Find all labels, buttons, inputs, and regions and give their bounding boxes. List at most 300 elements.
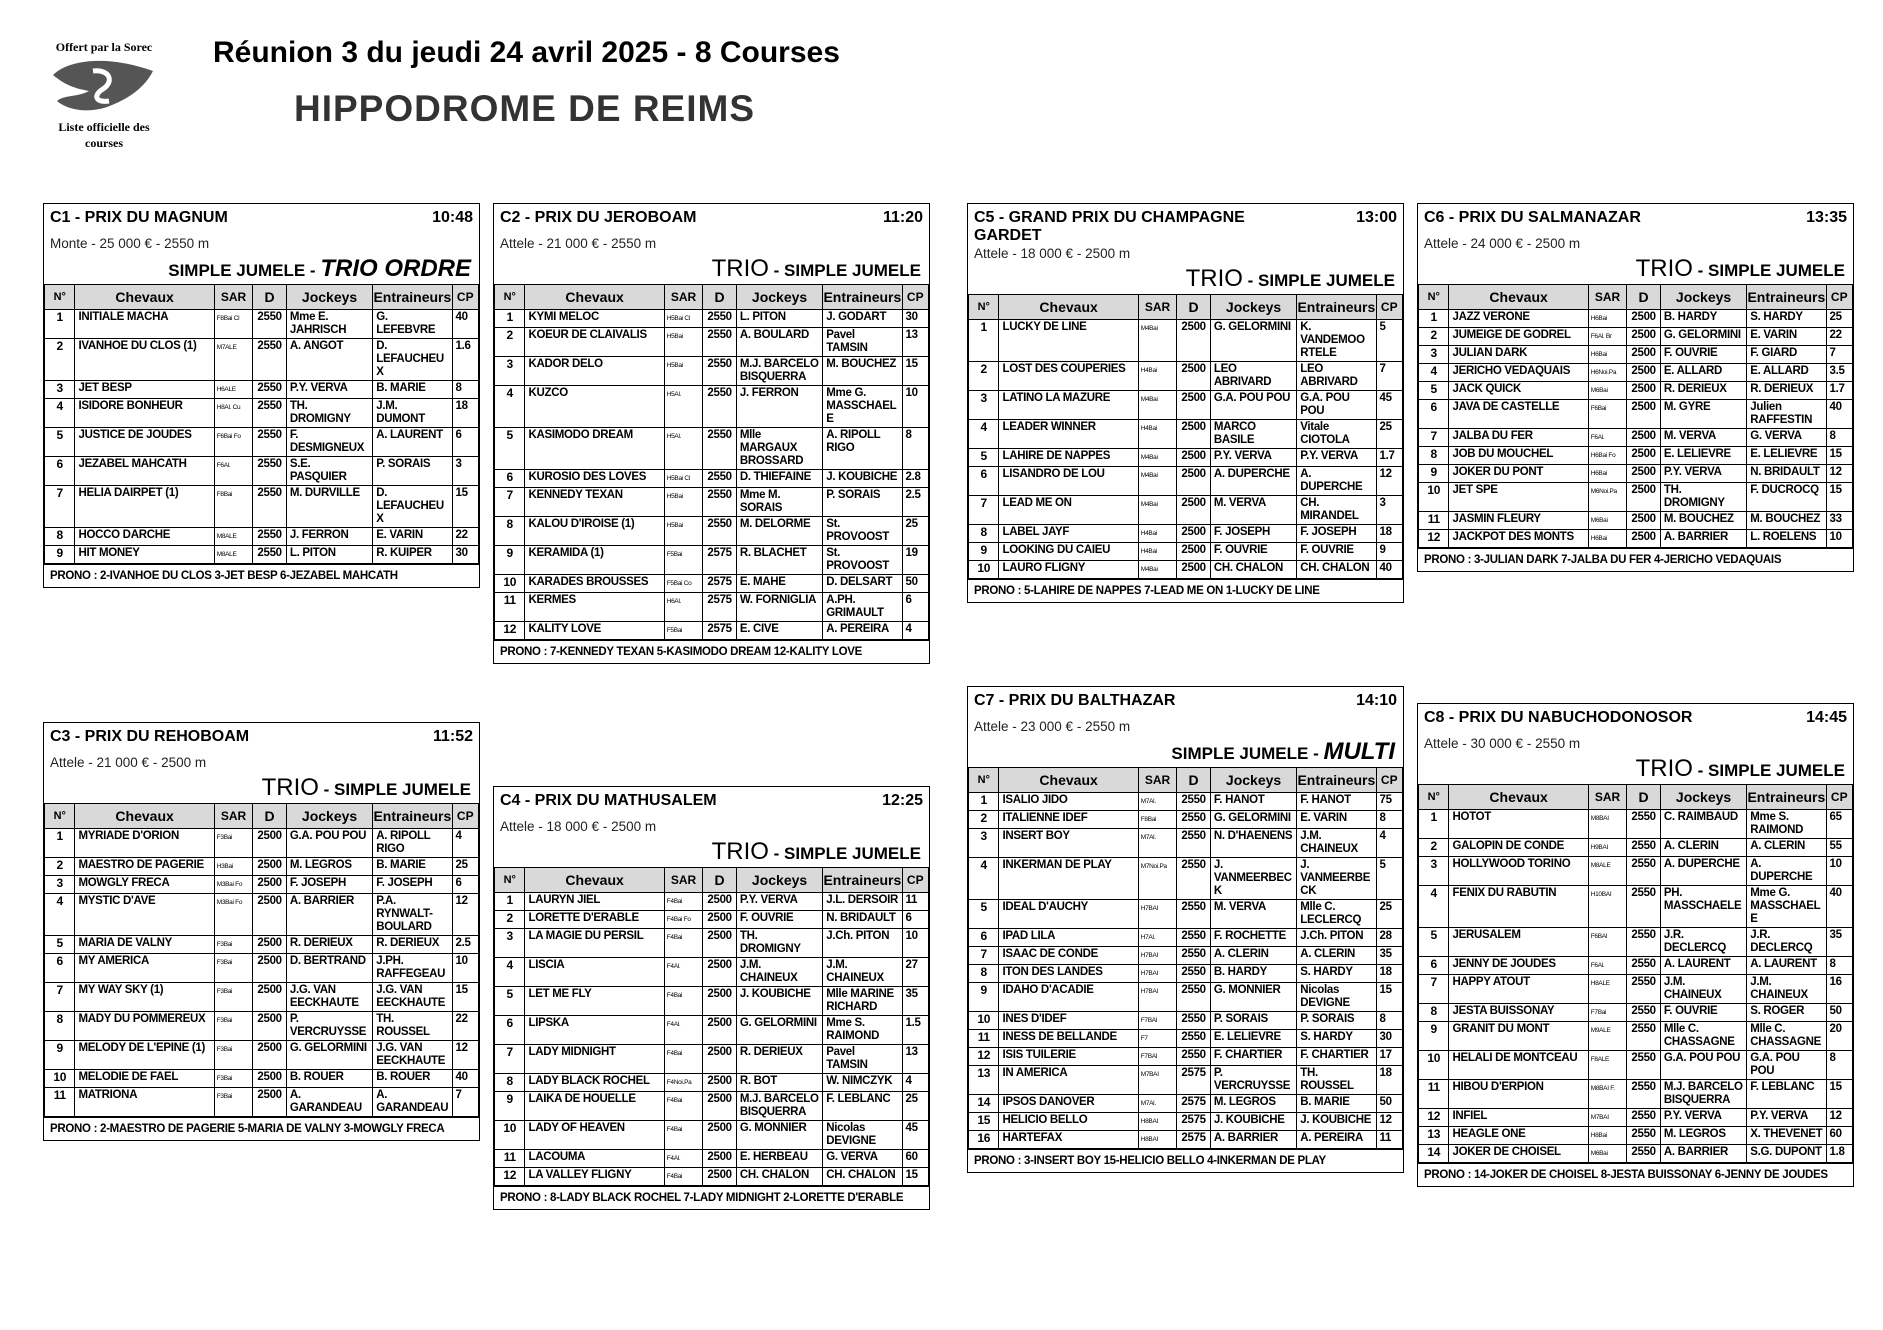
runner-row	[1419, 1145, 1853, 1163]
runner-horse: LEADER WINNER	[999, 420, 1138, 449]
runner-cp: 11	[1376, 1131, 1402, 1149]
runner-horse: JASMIN FLEURY	[1449, 512, 1588, 530]
runner-jockey: J. KOUBICHE	[1210, 1113, 1296, 1131]
runner-jockey: G. GELORMINI	[1210, 320, 1296, 362]
runner-row	[1419, 328, 1853, 346]
runner-dist: 2500	[253, 983, 287, 1012]
runner-horse: LAURO FLIGNY	[999, 561, 1138, 579]
runner-jockey: CH. CHALON	[1210, 561, 1296, 579]
runner-sar: M6Noi.Pa	[1588, 483, 1627, 512]
runner-jockey: P.Y. VERVA	[286, 381, 372, 399]
runner-dist: 2550	[1627, 957, 1661, 975]
runner-cp: 9	[1376, 543, 1402, 561]
runner-sar: F3Bai	[214, 1012, 253, 1041]
runner-cp: 1.7	[1826, 382, 1852, 400]
race-header	[1418, 704, 1853, 734]
runner-dist: 2500	[253, 936, 287, 954]
runner-horse: KENNEDY TEXAN	[525, 488, 664, 517]
runner-row	[495, 546, 929, 575]
runner-jockey: G. GELORMINI	[736, 1016, 822, 1045]
runner-num: 1	[45, 829, 75, 858]
runner-horse: MAESTRO DE PAGERIE	[75, 858, 214, 876]
runner-sar: H8Al. Cu	[214, 399, 253, 428]
runner-horse: KALITY LOVE	[525, 622, 664, 640]
runner-horse: KALOU D'IROISE (1)	[525, 517, 664, 546]
col-dist-header: D	[253, 804, 287, 829]
runner-num: 1	[495, 310, 525, 328]
runner-horse: KYMI MELOC	[525, 310, 664, 328]
runner-dist: 2500	[253, 1088, 287, 1117]
runner-jockey: TH. DROMIGNY	[1660, 483, 1746, 512]
runner-horse: ISIDORE BONHEUR	[75, 399, 214, 428]
runner-jockey: L. PITON	[286, 546, 372, 564]
runner-num: 12	[495, 1168, 525, 1186]
race-header	[968, 204, 1403, 244]
runner-horse: LOOKING DU CAIEU	[999, 543, 1138, 561]
runner-trainer: CH. CHALON	[823, 1168, 902, 1186]
runner-dist: 2550	[253, 399, 287, 428]
runner-cp: 2.5	[452, 936, 478, 954]
bet-type-a: TRIO	[1185, 265, 1243, 292]
col-trainer-header: Entraineurs	[1297, 768, 1376, 793]
table-header-row	[969, 295, 1403, 320]
runner-cp: 8	[1826, 429, 1852, 447]
runner-row	[1419, 465, 1853, 483]
runner-num: 3	[45, 381, 75, 399]
runner-row	[45, 829, 479, 858]
runner-cp: 25	[452, 858, 478, 876]
race-bet-types	[1418, 254, 1853, 284]
runner-dist: 2550	[1627, 1145, 1661, 1163]
runner-cp: 22	[1826, 328, 1852, 346]
runner-sar: M8ALE	[1588, 857, 1627, 886]
runner-num: 11	[45, 1088, 75, 1117]
runner-horse: JUMEIGE DE GODREL	[1449, 328, 1588, 346]
runner-row	[1419, 1022, 1853, 1051]
runner-jockey: G.A. POU POU	[286, 829, 372, 858]
runner-sar: H7BAI	[1138, 900, 1177, 929]
runner-cp: 10	[452, 954, 478, 983]
runner-trainer: P.Y. VERVA	[1747, 1109, 1826, 1127]
runner-row	[969, 543, 1403, 561]
col-horse-header: Chevaux	[525, 868, 664, 893]
runner-num: 9	[1419, 465, 1449, 483]
runner-num: 8	[969, 525, 999, 543]
runner-sar: H5Bai	[664, 488, 703, 517]
runner-row	[45, 528, 479, 546]
col-horse-header: Chevaux	[525, 285, 664, 310]
runner-horse: JACK QUICK	[1449, 382, 1588, 400]
runner-num: 3	[1419, 857, 1449, 886]
runner-horse: MOWGLY FRECA	[75, 876, 214, 894]
runner-horse: GALOPIN DE CONDE	[1449, 839, 1588, 857]
runner-sar: H5Bai Cl	[664, 310, 703, 328]
runner-cp: 40	[452, 310, 478, 339]
runner-num: 12	[1419, 530, 1449, 548]
runner-sar: F6Al.	[214, 457, 253, 486]
runner-row	[1419, 483, 1853, 512]
runner-dist: 2500	[1627, 465, 1661, 483]
col-dist-header: D	[703, 285, 737, 310]
runner-sar: H10BAI	[1588, 886, 1627, 928]
runner-dist: 2500	[253, 1012, 287, 1041]
runner-jockey: E. ALLARD	[1660, 364, 1746, 382]
runner-jockey: M. GYRE	[1660, 400, 1746, 429]
runner-horse: JULIAN DARK	[1449, 346, 1588, 364]
runner-trainer: F. OUVRIE	[1297, 543, 1376, 561]
runner-jockey: J. KOUBICHE	[736, 987, 822, 1016]
runner-jockey: W. FORNIGLIA	[736, 593, 822, 622]
runner-dist: 2550	[253, 339, 287, 381]
runner-row	[969, 1030, 1403, 1048]
bet-type-b: MULTI	[1323, 738, 1395, 765]
runner-dist: 2550	[1177, 1048, 1211, 1066]
bet-type-a: SIMPLE JUMELE -	[1171, 744, 1324, 763]
runner-jockey: R. BLACHET	[736, 546, 822, 575]
runner-trainer: St. PROVOOST	[823, 546, 902, 575]
runner-sar: F3Bai	[214, 936, 253, 954]
race-time: 10:48	[432, 209, 473, 226]
runner-jockey: P.Y. VERVA	[1660, 1109, 1746, 1127]
race-conditions: Monte - 25 000 € - 2550 m	[50, 236, 210, 251]
runner-cp: 7	[1376, 362, 1402, 391]
runner-jockey: A. BARRIER	[1660, 530, 1746, 548]
runner-sar: H5Al.	[664, 428, 703, 470]
runner-horse: MY AMERICA	[75, 954, 214, 983]
runner-dist: 2550	[703, 428, 737, 470]
runner-cp: 1.7	[1376, 449, 1402, 467]
runner-row	[45, 546, 479, 564]
runner-row	[45, 310, 479, 339]
runner-num: 5	[1419, 928, 1449, 957]
race-time: 13:35	[1806, 209, 1847, 226]
runner-trainer: E. ALLARD	[1747, 364, 1826, 382]
runner-jockey: F. JOSEPH	[1210, 525, 1296, 543]
runner-num: 2	[1419, 839, 1449, 857]
col-sar-header: SAR	[664, 868, 703, 893]
runner-dist: 2550	[253, 457, 287, 486]
runner-dist: 2500	[1177, 320, 1211, 362]
runner-row	[495, 893, 929, 911]
runner-horse: LACOUMA	[525, 1150, 664, 1168]
race-bet-types	[1418, 754, 1853, 784]
runner-trainer: F. HANOT	[1297, 793, 1376, 811]
runner-horse: INESS DE BELLANDE	[999, 1030, 1138, 1048]
runner-num: 6	[45, 457, 75, 486]
race-prono: PRONO : 2-MAESTRO DE PAGERIE 5-MARIA DE VALNY 3-MOWGLY FRECA	[44, 1117, 479, 1140]
runner-num: 16	[969, 1131, 999, 1149]
runner-cp: 12	[1826, 465, 1852, 483]
runner-trainer: J.G. VAN EECKHAUTE	[373, 1041, 452, 1070]
runner-sar: M6Bai	[1588, 382, 1627, 400]
runner-sar: M7Al.	[1138, 1095, 1177, 1113]
runner-row	[45, 876, 479, 894]
runner-row	[969, 420, 1403, 449]
runner-dist: 2500	[703, 1016, 737, 1045]
runner-row	[45, 983, 479, 1012]
runner-trainer: D. LEFAUCHEUX	[373, 339, 452, 381]
runner-num: 7	[495, 1045, 525, 1074]
runner-cp: 4	[1376, 829, 1402, 858]
runner-num: 6	[495, 1016, 525, 1045]
runner-num: 4	[969, 858, 999, 900]
runner-jockey: E. CIVE	[736, 622, 822, 640]
col-sar-header: SAR	[664, 285, 703, 310]
runner-horse: HIBOU D'ERPION	[1449, 1080, 1588, 1109]
runner-sar: H7BAI	[1138, 947, 1177, 965]
runner-sar: H3Bai	[214, 858, 253, 876]
runner-cp: 27	[902, 958, 928, 987]
runner-trainer: M. BOUCHEZ	[1747, 512, 1826, 530]
runner-cp: 13	[902, 1045, 928, 1074]
runner-dist: 2550	[253, 381, 287, 399]
runner-trainer: A. DUPERCHE	[1747, 857, 1826, 886]
runner-row	[495, 593, 929, 622]
runner-num: 2	[969, 811, 999, 829]
race-conditions: Attele - 18 000 € - 2500 m	[974, 246, 1131, 261]
runner-sar: M3Bai Fo	[214, 876, 253, 894]
runner-cp: 1.6	[452, 339, 478, 381]
runner-dist: 2500	[703, 911, 737, 929]
runner-sar: M6Bai	[1588, 1145, 1627, 1163]
runner-num: 1	[969, 320, 999, 362]
runner-jockey: R. DERIEUX	[286, 936, 372, 954]
bet-type-b: - SIMPLE JUMELE	[1692, 761, 1845, 780]
runner-row	[969, 1131, 1403, 1149]
runner-jockey: D. BERTRAND	[286, 954, 372, 983]
runner-num: 4	[969, 420, 999, 449]
runner-sar: M8BAI	[1588, 810, 1627, 839]
runner-dist: 2550	[1627, 928, 1661, 957]
runner-num: 6	[969, 467, 999, 496]
runner-jockey: E. MAHE	[736, 575, 822, 593]
runner-horse: LA VALLEY FLIGNY	[525, 1168, 664, 1186]
runner-trainer: R. DERIEUX	[1747, 382, 1826, 400]
runner-trainer: J.PH. RAFFEGEAU	[373, 954, 452, 983]
runner-sar: F6Bai	[1588, 400, 1627, 429]
runner-horse: LUCKY DE LINE	[999, 320, 1138, 362]
runner-dist: 2500	[253, 954, 287, 983]
runner-row	[45, 1012, 479, 1041]
runner-jockey: J.R. DECLERCQ	[1660, 928, 1746, 957]
runner-num: 6	[1419, 957, 1449, 975]
runner-jockey: A. BARRIER	[1660, 1145, 1746, 1163]
runner-horse: IPAD LILA	[999, 929, 1138, 947]
runner-num: 8	[45, 528, 75, 546]
runner-horse: MARIA DE VALNY	[75, 936, 214, 954]
runner-num: 7	[969, 496, 999, 525]
runner-sar: H6Bai Fo	[1588, 447, 1627, 465]
col-jockey-header: Jockeys	[1660, 285, 1746, 310]
runner-horse: LAIKA DE HOUELLE	[525, 1092, 664, 1121]
runner-cp: 8	[1376, 811, 1402, 829]
runner-row	[969, 947, 1403, 965]
runner-trainer: E. VARIN	[373, 528, 452, 546]
runner-dist: 2500	[253, 1070, 287, 1088]
runner-num: 7	[45, 983, 75, 1012]
runner-dist: 2500	[1627, 447, 1661, 465]
runner-horse: JOKER DU PONT	[1449, 465, 1588, 483]
runner-cp: 12	[1826, 1109, 1852, 1127]
runner-jockey: P.Y. VERVA	[736, 893, 822, 911]
col-dist-header: D	[1627, 785, 1661, 810]
runner-sar: F6Al.	[1588, 429, 1627, 447]
runner-sar: M8ALE	[214, 528, 253, 546]
runner-sar: M7ALE	[214, 339, 253, 381]
col-jockey-header: Jockeys	[1660, 785, 1746, 810]
runner-sar: M6Bai	[1588, 512, 1627, 530]
runner-row	[969, 929, 1403, 947]
runner-cp: 10	[902, 386, 928, 428]
runner-trainer: R. KUIPER	[373, 546, 452, 564]
runner-jockey: F. DESMIGNEUX	[286, 428, 372, 457]
runner-row	[969, 1048, 1403, 1066]
runners-table	[968, 294, 1403, 579]
col-trainer-header: Entraineurs	[373, 804, 452, 829]
runner-horse: MY WAY SKY (1)	[75, 983, 214, 1012]
runner-sar: H4Bai	[1138, 420, 1177, 449]
runner-num: 7	[495, 488, 525, 517]
runner-num: 6	[969, 929, 999, 947]
runner-trainer: J.L. DERSOIR	[823, 893, 902, 911]
runner-dist: 2550	[703, 517, 737, 546]
runner-num: 3	[969, 829, 999, 858]
runner-row	[495, 328, 929, 357]
runner-sar: H6Bai	[1588, 346, 1627, 364]
runner-row	[1419, 928, 1853, 957]
runner-trainer: W. NIMCZYK	[823, 1074, 902, 1092]
col-num-header: N°	[45, 804, 75, 829]
runner-trainer: TH. ROUSSEL	[1297, 1066, 1376, 1095]
runner-num: 8	[45, 1012, 75, 1041]
runner-jockey: A. GARANDEAU	[286, 1088, 372, 1117]
race-name: C3 - PRIX DU REHOBOAM	[50, 728, 250, 745]
runner-dist: 2500	[1177, 561, 1211, 579]
runner-cp: 35	[902, 987, 928, 1016]
col-trainer-header: Entraineurs	[1297, 295, 1376, 320]
table-header-row	[1419, 785, 1853, 810]
runner-sar: M8BAI F.	[1588, 1080, 1627, 1109]
runner-num: 9	[45, 546, 75, 564]
runner-jockey: E. LELIEVRE	[1660, 447, 1746, 465]
runner-jockey: M. LEGROS	[1660, 1127, 1746, 1145]
runner-num: 8	[1419, 447, 1449, 465]
runner-row	[1419, 512, 1853, 530]
race-conditions: Attele - 24 000 € - 2500 m	[1424, 236, 1581, 251]
runner-dist: 2550	[1627, 839, 1661, 857]
runner-horse: IVANHOE DU CLOS (1)	[75, 339, 214, 381]
runner-trainer: J.M. CHAINEUX	[823, 958, 902, 987]
runner-num: 5	[45, 428, 75, 457]
runner-sar: F4Bai	[664, 987, 703, 1016]
runner-horse: KADOR DELO	[525, 357, 664, 386]
runner-num: 7	[969, 947, 999, 965]
race-prono: PRONO : 14-JOKER DE CHOISEL 8-JESTA BUISSONAY 6-JENNY DE JOUDES	[1418, 1163, 1853, 1186]
runner-horse: HARTEFAX	[999, 1131, 1138, 1149]
race-conditions: Attele - 18 000 € - 2500 m	[500, 819, 657, 834]
runner-cp: 33	[1826, 512, 1852, 530]
runner-sar: F4Al.	[664, 1016, 703, 1045]
runner-row	[495, 386, 929, 428]
runner-horse: IN AMERICA	[999, 1066, 1138, 1095]
runner-trainer: Julien RAFFESTIN	[1747, 400, 1826, 429]
runner-cp: 5	[1376, 858, 1402, 900]
runner-dist: 2500	[1627, 400, 1661, 429]
runner-cp: 8	[1376, 1012, 1402, 1030]
runner-sar: M7BAI	[1588, 1109, 1627, 1127]
runner-num: 1	[45, 310, 75, 339]
runner-jockey: M. VERVA	[1210, 496, 1296, 525]
runner-jockey: A. CLERIN	[1660, 839, 1746, 857]
runner-horse: ITON DES LANDES	[999, 965, 1138, 983]
runner-sar: F4Noi.Pa	[664, 1074, 703, 1092]
runner-cp: 1.5	[902, 1016, 928, 1045]
runner-num: 13	[969, 1066, 999, 1095]
runner-cp: 8	[1826, 1051, 1852, 1080]
venue-title: HIPPODROME DE REIMS	[294, 88, 755, 129]
runner-cp: 15	[452, 983, 478, 1012]
runner-sar: F4Bai	[664, 1168, 703, 1186]
runner-dist: 2500	[703, 893, 737, 911]
runner-row	[969, 983, 1403, 1012]
runner-dist: 2550	[703, 357, 737, 386]
runner-jockey: P. VERCRUYSSE	[286, 1012, 372, 1041]
runner-trainer: A.PH. GRIMAULT	[823, 593, 902, 622]
runner-cp: 8	[452, 381, 478, 399]
runner-trainer: J.M. CHAINEUX	[1747, 975, 1826, 1004]
col-cp-header: CP	[902, 285, 928, 310]
runner-dist: 2500	[703, 958, 737, 987]
runner-row	[495, 958, 929, 987]
runner-num: 11	[495, 593, 525, 622]
col-horse-header: Chevaux	[75, 285, 214, 310]
runner-num: 4	[1419, 886, 1449, 928]
runner-horse: JERUSALEM	[1449, 928, 1588, 957]
runner-row	[45, 1088, 479, 1117]
runner-num: 11	[969, 1030, 999, 1048]
runner-sar: M4Bai	[1138, 449, 1177, 467]
runner-sar: M7BAI	[1138, 1066, 1177, 1095]
runner-horse: JAZZ VERONE	[1449, 310, 1588, 328]
runner-cp: 4	[902, 1074, 928, 1092]
runner-row	[495, 1168, 929, 1186]
race-prono: PRONO : 2-IVANHOE DU CLOS 3-JET BESP 6-JEZABEL MAHCATH	[44, 564, 479, 587]
runner-trainer: Mme G. MASSCHAELE	[823, 386, 902, 428]
col-cp-header: CP	[1376, 295, 1402, 320]
runner-trainer: S. ROGER	[1747, 1004, 1826, 1022]
runner-row	[495, 1016, 929, 1045]
runner-cp: 18	[1376, 965, 1402, 983]
col-jockey-header: Jockeys	[286, 285, 372, 310]
runner-trainer: R. DERIEUX	[373, 936, 452, 954]
runner-jockey: G. GELORMINI	[286, 1041, 372, 1070]
runner-row	[1419, 810, 1853, 839]
runner-cp: 7	[452, 1088, 478, 1117]
runner-trainer: S.G. DUPONT	[1747, 1145, 1826, 1163]
runner-trainer: A. RIPOLL RIGO	[373, 829, 452, 858]
runner-trainer: G. VERVA	[1747, 429, 1826, 447]
runner-trainer: J.M. CHAINEUX	[1297, 829, 1376, 858]
runner-trainer: E. LELIEVRE	[1747, 447, 1826, 465]
runner-cp: 40	[452, 1070, 478, 1088]
runner-sar: F7Bai	[1588, 1004, 1627, 1022]
race-header	[968, 687, 1403, 717]
runner-row	[45, 936, 479, 954]
runner-sar: F5Bai	[664, 546, 703, 575]
runner-row	[969, 449, 1403, 467]
runner-cp: 12	[1376, 1113, 1402, 1131]
runner-dist: 2500	[1177, 496, 1211, 525]
